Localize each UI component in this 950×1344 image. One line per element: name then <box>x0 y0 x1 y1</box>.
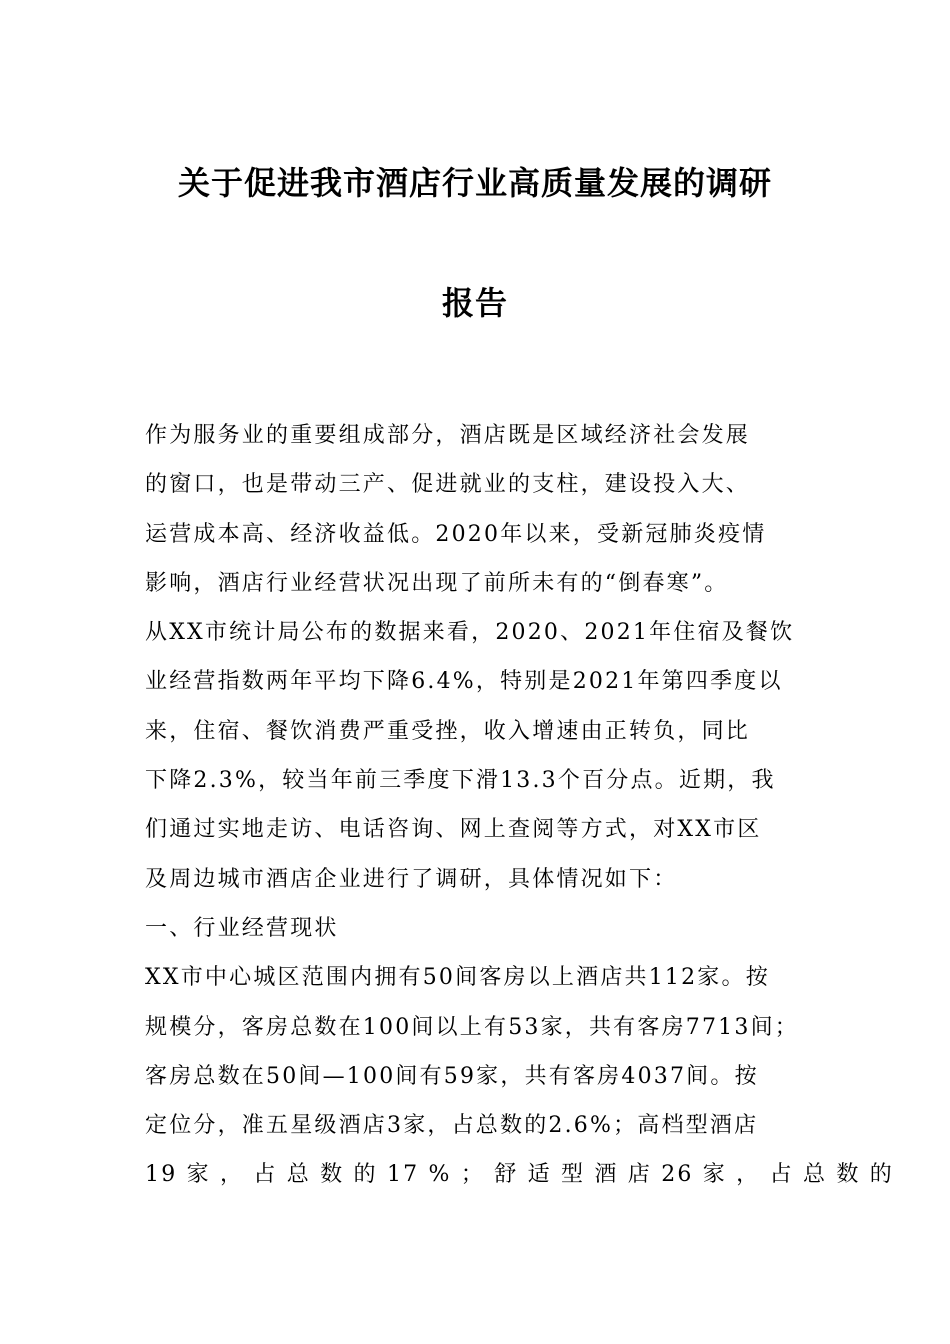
paragraph-line: 的窗口，也是带动三产、促进就业的支柱，建设投入大、 <box>145 472 751 498</box>
document-body <box>145 411 894 1200</box>
paragraph-line: 运营成本高、经济收益低。2020年以来，受新冠肺炎疫情 <box>145 521 767 547</box>
paragraph-line: 影响，酒店行业经营状况出现了前所未有的“倒春寒”。 <box>145 570 729 596</box>
paragraph-line: 定位分，准五星级酒店3家，占总数的2.6%；高档型酒店 <box>145 1113 759 1139</box>
section-heading: 一、行业经营现状 <box>145 915 339 941</box>
paragraph-line: 们通过实地走访、电话咨询、网上查阅等方式，对XX市区 <box>145 817 762 843</box>
paragraph-line: 从XX市统计局公布的数据来看，2020、2021年住宿及餐饮 <box>145 620 795 646</box>
paragraph-line: 19 家 ， 占 总 数 的 17 % ； 舒 适 型 酒 店 26 家 ， 占 总 数 的 <box>145 1162 894 1188</box>
paragraph-line: 及周边城市酒店企业进行了调研，具体情况如下： <box>145 866 678 892</box>
paragraph-line: XX市中心城区范围内拥有50间客房以上酒店共112家。按 <box>145 965 770 991</box>
paragraph-line: 规模分，客房总数在100间以上有53家，共有客房7713间； <box>145 1014 799 1040</box>
paragraph-line: 作为服务业的重要组成部分，酒店既是区域经济社会发展 <box>145 423 751 448</box>
paragraph-line: 业经营指数两年平均下降6.4%，特别是2021年第四季度以 <box>145 669 783 695</box>
paragraph-line: 下降2.3%，较当年前三季度下滑13.3个百分点。近期，我 <box>145 768 776 794</box>
document-title-line-1: 关于促进我市酒店行业高质量发展的调研 <box>177 164 772 202</box>
paragraph-line: 客房总数在50间—100间有59家，共有客房4037间。按 <box>145 1063 759 1089</box>
paragraph-line: 来，住宿、餐饮消费严重受挫，收入增速由正转负，同比 <box>145 718 751 744</box>
document-title-line-2: 报告 <box>441 284 508 322</box>
